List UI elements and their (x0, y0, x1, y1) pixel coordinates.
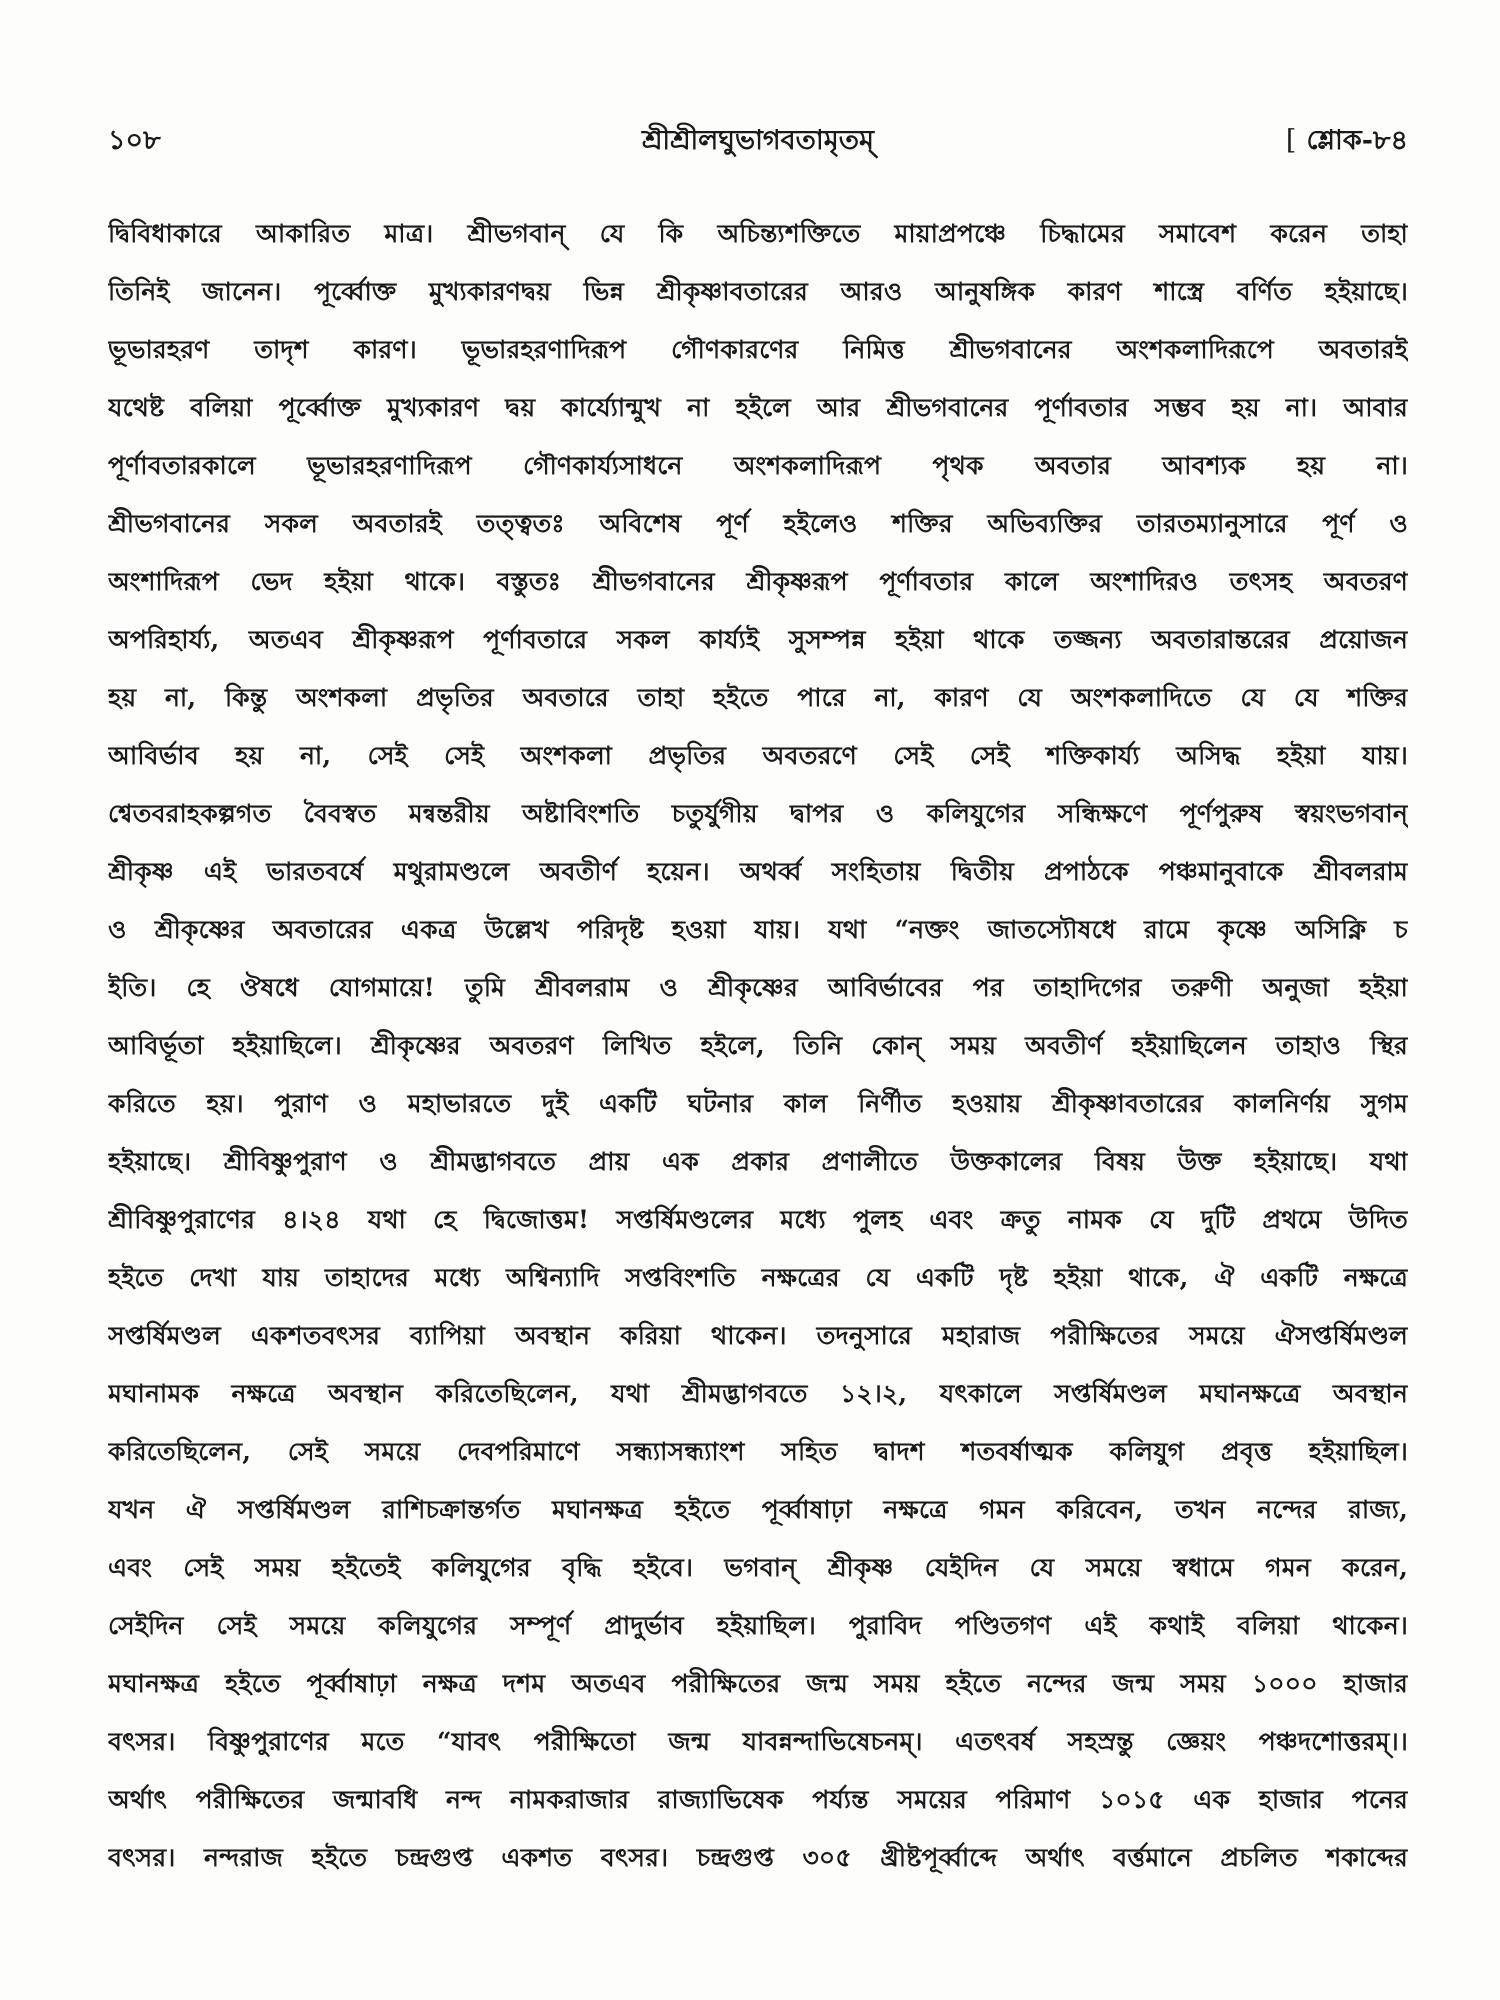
text-line: ও শ্রীকৃষ্ণের অবতারের একত্র উল্লেখ পরিদৃষ্ট হওয়া যায়। যথা “নক্তং জাতস্যৌষধে রামে কৃষ্ণে অসিক্নি চ (108, 915, 1408, 944)
text-line: করিতে হয়। পুরাণ ও মহাভারতে দুই একটি ঘটনার কাল নির্ণীত হওয়ায় শ্রীকৃষ্ণাবতারের কালনির্ণয় সুগম (108, 1089, 1408, 1118)
text-line: হইতে দেখা যায় তাহাদের মধ্যে অশ্বিন্যাদি সপ্তবিংশতি নক্ষত্রের যে একটি দৃষ্ট হইয়া থাকে, ঐ একটি নক্ষত্রে (108, 1263, 1408, 1292)
text-line: করিতেছিলেন, সেই সময়ে দেবপরিমাণে সন্ধ্যাসন্ধ্যাংশ সহিত দ্বাদশ শতবর্ষাত্মক কলিযুগ প্রবৃত্ত হইয়াছিল। (108, 1437, 1408, 1466)
text-line: এবং সেই সময় হইতেই কলিযুগের বৃদ্ধি হইবে। ভগবান্ শ্রীকৃষ্ণ যেইদিন যে সময়ে স্বধামে গমন করেন, (108, 1553, 1408, 1582)
verse-reference (1208, 120, 1408, 165)
body-text (108, 205, 1408, 1960)
verse-label: শ্লোক-৮৪ (1306, 124, 1408, 156)
text-line: যখন ঐ সপ্তর্ষিমণ্ডল রাশিচক্রান্তর্গত মঘানক্ষত্র হইতে পূর্ব্বাষাঢ়া নক্ষত্রে গমন করিবেন, তখন নন্দের রাজ্য, (108, 1495, 1408, 1524)
text-line: অংশাদিরূপ ভেদ হইয়া থাকে। বস্তুতঃ শ্রীভগবানের শ্রীকৃষ্ণরূপ পূর্ণাবতার কালে অংশাদিরও তৎসহ অবতরণ (108, 567, 1408, 596)
text-line: শ্বেতবরাহকল্পগত বৈবস্বত মন্বন্তরীয় অষ্টাবিংশতি চতুর্যুগীয় দ্বাপর ও কলিযুগের সন্ধিক্ষণে পূর্ণপুরুষ স্বয়ংভগবান্ (108, 799, 1408, 828)
text-line: মঘানামক নক্ষত্রে অবস্থান করিতেছিলেন, যথা শ্রীমদ্ভাগবতে ১২।২, যৎকালে সপ্তর্ষিমণ্ডল মঘানক্ষত্রে অবস্থান (108, 1379, 1408, 1408)
text-line: সেইদিন সেই সময়ে কলিযুগের সম্পূর্ণ প্রাদুর্ভাব হইয়াছিল। পুরাবিদ পণ্ডিতগণ এই কথাই বলিয়া থাকেন। (108, 1611, 1408, 1640)
page-header (108, 118, 1408, 166)
text-line: আবির্ভূতা হইয়াছিলে। শ্রীকৃষ্ণের অবতরণ লিখিত হইলে, তিনি কোন্ সময় অবতীর্ণ হইয়াছিলেন তাহাও স্থির (108, 1031, 1408, 1060)
text-line: আবির্ভাব হয় না, সেই সেই অংশকলা প্রভৃতির অবতরণে সেই সেই শক্তিকার্য্য অসিদ্ধ হইয়া যায়। (108, 741, 1408, 770)
text-line: তিনিই জানেন। পূর্ব্বোক্ত মুখ্যকারণদ্বয় ভিন্ন শ্রীকৃষ্ণাবতারের আরও আনুষঙ্গিক কারণ শাস্ত্রে বর্ণিত হইয়াছে। (108, 277, 1408, 306)
text-line: সপ্তর্ষিমণ্ডল একশতবৎসর ব্যাপিয়া অবস্থান করিয়া থাকেন। তদনুসারে মহারাজ পরীক্ষিতের সময়ে ঐসপ্তর্ষিমণ্ডল (108, 1321, 1408, 1350)
text-line: ভূভারহরণ তাদৃশ কারণ। ভূভারহরণাদিরূপ গৌণকারণের নিমিত্ত শ্রীভগবানের অংশকলাদিরূপে অবতারই (108, 335, 1408, 364)
text-line: অপরিহার্য্য, অতএব শ্রীকৃষ্ণরূপ পূর্ণাবতারে সকল কার্য্যই সুসম্পন্ন হইয়া থাকে তজ্জন্য অবতারান্তরের প্রয়োজন (108, 625, 1408, 654)
text-line: অর্থাৎ পরীক্ষিতের জন্মাবধি নন্দ নামকরাজার রাজ্যাভিষেক পর্য্যন্ত সময়ের পরিমাণ ১০১৫ এক হাজার পনের (108, 1785, 1408, 1814)
running-title: শ্রীশ্রীলঘুভাগবতামৃতম্ (642, 124, 874, 156)
text-line: দ্বিবিধাকারে আকারিত মাত্র। শ্রীভগবান্ যে কি অচিন্ত্যশক্তিতে মায়াপ্রপঞ্চে চিদ্ধামের সমাবেশ করেন তাহা (108, 219, 1408, 248)
page-number: ১০৮ (108, 124, 161, 156)
text-line: বৎসর। বিষ্ণুপুরাণের মতে “যাবৎ পরীক্ষিতো জন্ম যাবন্নন্দাভিষেচনম্। এতৎবর্ষ সহস্রন্তু জ্ঞেয়ং পঞ্চদশোত্তরম্।। (108, 1727, 1408, 1756)
text-line: যথেষ্ট বলিয়া পূর্ব্বোক্ত মুখ্যকারণ দ্বয় কার্য্যোন্মুখ না হইলে আর শ্রীভগবানের পূর্ণাবতার সম্ভব হয় না। আবার (108, 393, 1408, 422)
opening-bracket: [ (1285, 124, 1297, 156)
text-line: হয় না, কিন্তু অংশকলা প্রভৃতির অবতারে তাহা হইতে পারে না, কারণ যে অংশকলাদিতে যে যে শক্তির (108, 683, 1408, 712)
text-line: শ্রীকৃষ্ণ এই ভারতবর্ষে মথুরামণ্ডলে অবতীর্ণ হয়েন। অথর্ব্ব সংহিতায় দ্বিতীয় প্রপাঠকে পঞ্চমানুবাকে শ্রীবলরাম (108, 857, 1408, 886)
text-line: বৎসর। নন্দরাজ হইতে চন্দ্রগুপ্ত একশত বৎসর। চন্দ্রগুপ্ত ৩০৫ খ্রীষ্টপূর্ব্বাব্দে অর্থাৎ বর্ত্তমানে প্রচলিত শকাব্দের (108, 1843, 1408, 1872)
text-line: শ্রীভগবানের সকল অবতারই তত্ত্বতঃ অবিশেষ পূর্ণ হইলেও শক্তির অভিব্যক্তির তারতম্যানুসারে পূর্ণ ও (108, 509, 1408, 538)
text-line: মঘানক্ষত্র হইতে পূর্ব্বাষাঢ়া নক্ষত্র দশম অতএব পরীক্ষিতের জন্ম সময় হইতে নন্দের জন্ম সময় ১০০০ হাজার (108, 1669, 1408, 1698)
text-line: পূর্ণাবতারকালে ভূভারহরণাদিরূপ গৌণকার্য্যসাধনে অংশকলাদিরূপ পৃথক অবতার আবশ্যক হয় না। (108, 451, 1408, 480)
text-line: শ্রীবিষ্ণুপুরাণের ৪।২৪ যথা হে দ্বিজোত্তম! সপ্তর্ষিমণ্ডলের মধ্যে পুলহ এবং ক্রতু নামক যে দুটি প্রথমে উদিত (108, 1205, 1408, 1234)
text-line: ইতি। হে ঔষধে যোগমায়ে! তুমি শ্রীবলরাম ও শ্রীকৃষ্ণের আবির্ভাবের পর তাহাদিগের তরুণী অনুজা হইয়া (108, 973, 1408, 1002)
text-line: হইয়াছে। শ্রীবিষ্ণুপুরাণ ও শ্রীমদ্ভাগবতে প্রায় এক প্রকার প্রণালীতে উক্তকালের বিষয় উক্ত হইয়াছে। যথা (108, 1147, 1408, 1176)
